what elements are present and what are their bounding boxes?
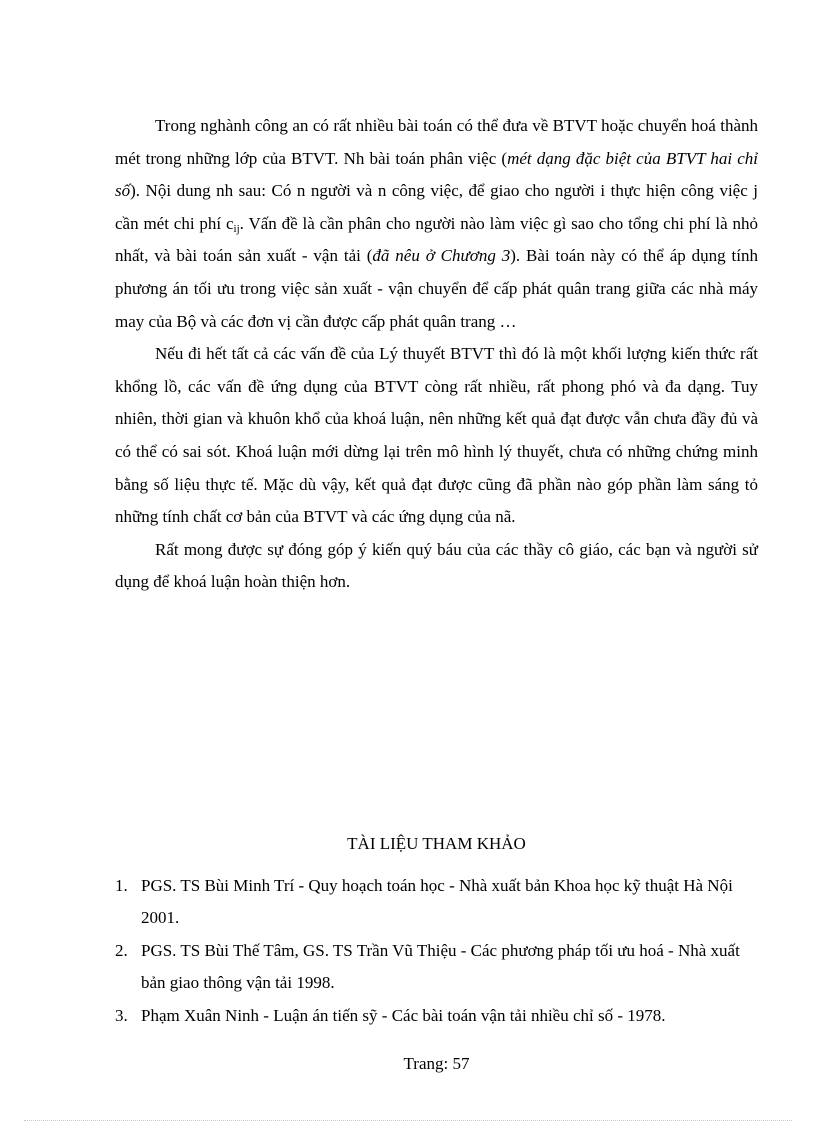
- paragraph-text: Trong nghành công an có rất nhiều bài toán có thể đưa về BTVT hoặc chuyển hoá thành mét trong những lớp của BTVT. Nh bài toán phân việc (: [115, 116, 758, 168]
- reference-number: 3.: [115, 1006, 128, 1025]
- reference-text: PGS. TS Bùi Thế Tâm, GS. TS Trần Vũ Thiệu - Các phương pháp tối ưu hoá - Nhà xuất bản giao thông vận tải 1998.: [141, 941, 740, 992]
- reference-number: 2.: [115, 941, 128, 960]
- reference-text: Phạm Xuân Ninh - Luận án tiến sỹ - Các bài toán vận tải nhiều chỉ số - 1978.: [141, 1006, 666, 1025]
- paragraph-text: ). Nội dung nh sau: Có n người và n công việc, để giao cho người i thực hiện công việc j cần mét chi phí c: [115, 181, 758, 233]
- paragraph-applications: [115, 110, 758, 338]
- body-text: [115, 110, 758, 599]
- reference-item: [115, 1000, 758, 1032]
- references-list: [115, 870, 758, 1033]
- references-title: TÀI LIỆU THAM KHẢO: [347, 834, 526, 853]
- paragraph-text: ). Bài toán này có thể áp dụng tính phương án tối ưu trong việc sản xuất - vận chuyển để cấp phát quân trang giữa các nhà máy may của Bộ và các đơn vị cần được cấp phát quân trang …: [115, 246, 758, 331]
- page-number: Trang: 57: [403, 1054, 470, 1073]
- subscript: ij: [233, 222, 240, 235]
- paragraph-conclusion: Nếu đi hết tất cả các vấn đề của Lý thuyết BTVT thì đó là một khối lượng kiến thức rất khổng lồ, các vấn đề ứng dụng của BTVT còng rất nhiều, rất phong phó và đa dạng. Tuy nhiên, thời gian và khuôn khổ của khoá luận, nên những kết quả đạt được vẫn chưa đầy đủ và có thể có sai sót. Khoá luận mới dừng lại trên mô hình lý thuyết, chưa có những chứng minh bằng số liệu thực tế. Mặc dù vậy, kết quả đạt được cũng đã phần nào góp phần làm sáng tỏ những tính chất cơ bản của BTVT và các ứng dụng của nã.: [115, 344, 758, 527]
- italic-note: mét dạng đặc biệt của BTVT hai chỉ số: [115, 148, 758, 201]
- reference-item: [115, 935, 758, 999]
- reference-number: 1.: [115, 876, 128, 895]
- reference-item: [115, 870, 758, 934]
- footer-divider: [24, 1120, 792, 1121]
- italic-note: đã nêu ở Chương 3: [372, 246, 511, 266]
- paragraph-thanks: Rất mong được sự đóng góp ý kiến quý báu của các thầy cô giáo, các bạn và người sử dụng để khoá luận hoàn thiện hơn.: [115, 539, 758, 592]
- reference-text: PGS. TS Bùi Minh Trí - Quy hoạch toán học - Nhà xuất bản Khoa học kỹ thuật Hà Nội 2001.: [141, 876, 733, 927]
- paragraph-text: . Vấn đề là cần phân cho người nào làm việc gì sao cho tổng chi phí là nhỏ nhất, và bài toán sản xuất - vận tải (: [115, 213, 759, 266]
